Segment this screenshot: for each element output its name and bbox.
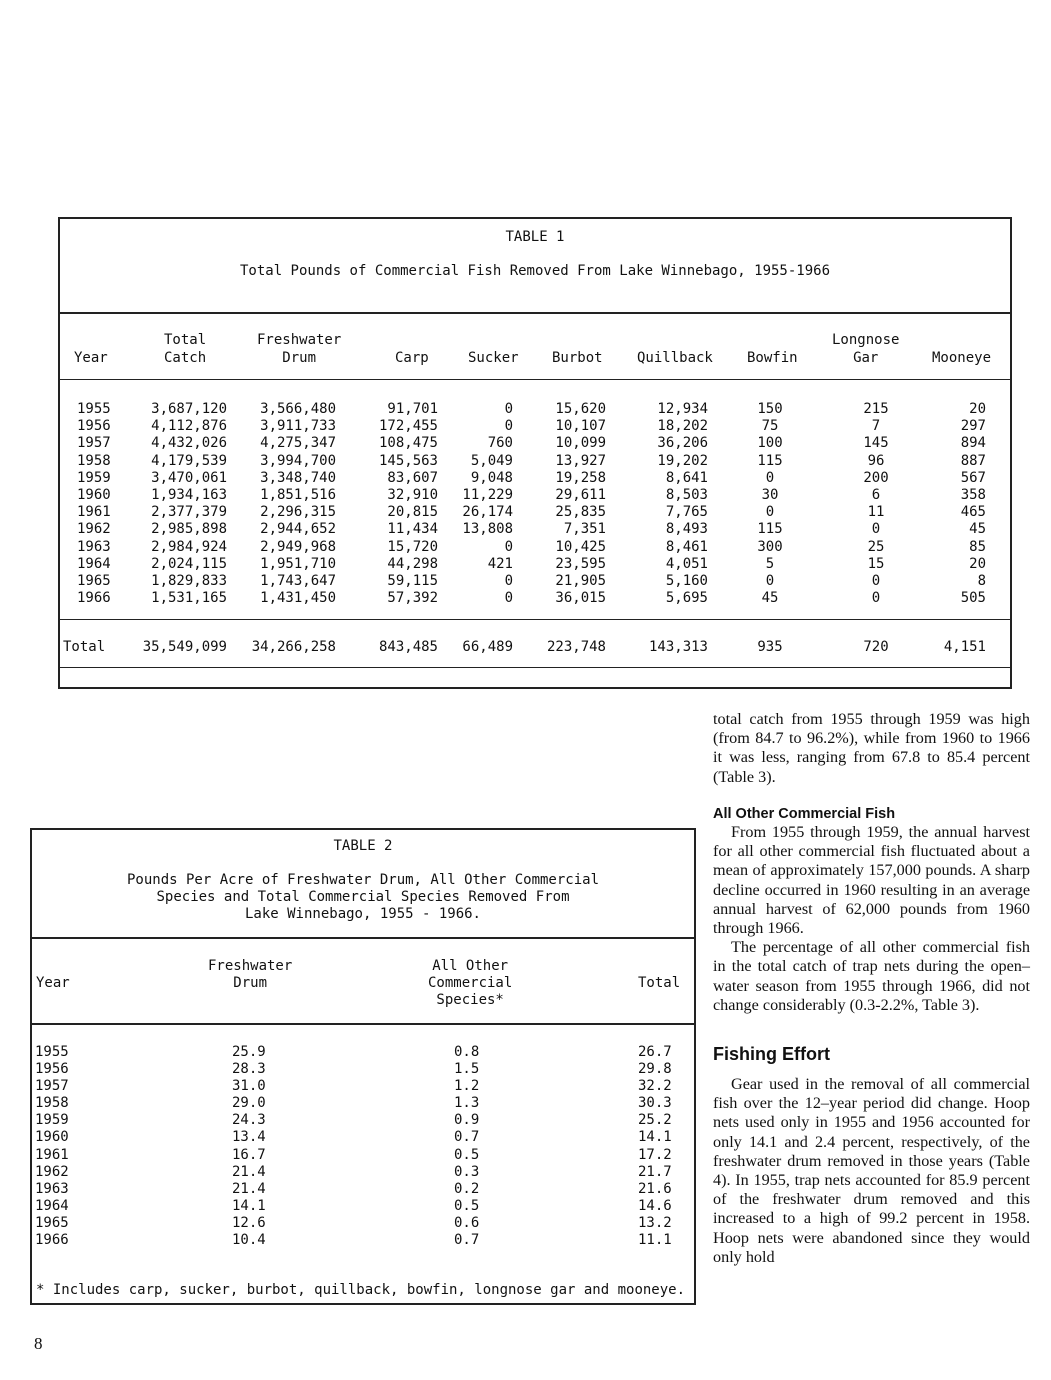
t1-total-quillback: 143,313	[648, 639, 708, 655]
t1-col-year: 1955 1956 1957 1958 1959 1960 1961 1962 1963 1964 1965 1966	[77, 401, 111, 607]
t2-col-total: 26.7 29.8 32.2 30.3 25.2 14.1 17.2 21.7 21.6 14.6 13.2 11.1	[638, 1044, 672, 1249]
t1-total-label: Total	[63, 639, 106, 655]
t1-header-total-catch: Total Catch	[164, 332, 207, 366]
t2-header-other: All Other Commercial Species*	[428, 958, 513, 1008]
table-2-rule-top	[32, 937, 694, 939]
table-1-title: Total Pounds of Commercial Fish Removed From Lake Winnebago, 1955-1966	[239, 263, 830, 279]
table-1-rule-bottom	[60, 667, 1010, 668]
table-1	[58, 217, 1012, 689]
t1-col-quillback: 12,934 18,202 36,206 19,202 8,641 8,503 7,765 8,493 8,461 4,051 5,160 5,695	[657, 401, 708, 607]
t1-total-sucker: 66,489	[462, 639, 513, 655]
t1-total-catch: 35,549,099	[142, 639, 227, 655]
t1-col-mooneye: 20 297 894 887 567 358 465 45 85 20 8 505	[960, 401, 986, 607]
t1-header-carp: Carp	[395, 350, 429, 366]
t1-header-sucker: Sucker	[468, 350, 519, 366]
t1-header-gar: Longnose Gar	[832, 332, 900, 366]
table-1-label: TABLE 1	[505, 229, 565, 245]
t2-header-drum: Freshwater Drum	[208, 958, 293, 991]
t1-col-total-catch: 3,687,120 4,112,876 4,432,026 4,179,539 3,470,061 1,934,163 2,377,379 2,985,898 2,984,924 2,024,115 1,829,833 1,531,165	[151, 401, 227, 607]
right-column	[713, 806, 1030, 1267]
t1-col-carp: 91,701 172,455 108,475 145,563 83,607 32,910 20,815 11,434 15,720 44,298 59,115 57,392	[378, 401, 438, 607]
t2-header-year: Year	[36, 975, 70, 991]
paragraph-catch-percent: total catch from 1955 through 1959 was high (from 84.7 to 96.2%), while from 1960 to 1966 it was less, ranging from 67.8 to 85.4 percent (Table 3).	[713, 710, 1030, 786]
t1-header-mooneye: Mooneye	[932, 350, 992, 366]
t1-header-year: Year	[74, 350, 108, 366]
t1-col-drum: 3,566,480 3,911,733 4,275,347 3,994,700 3,348,740 1,851,516 2,296,315 2,944,652 2,949,968 1,951,710 1,743,647 1,431,450	[260, 401, 336, 607]
t1-total-mooneye: 4,151	[943, 639, 986, 655]
t2-header-total: Total	[638, 975, 681, 991]
table-2	[30, 828, 696, 1305]
table-1-rule-top	[60, 312, 1010, 314]
t1-header-drum: Freshwater Drum	[257, 332, 342, 366]
t1-total-burbot: 223,748	[546, 639, 606, 655]
t1-total-carp: 843,485	[378, 639, 438, 655]
t1-total-bowfin: 935	[757, 639, 783, 655]
heading-all-other-fish: All Other Commercial Fish	[713, 806, 896, 822]
table-2-footnote: * Includes carp, sucker, burbot, quillback, bowfin, longnose gar and mooneye.	[36, 1282, 686, 1298]
t2-col-year: 1955 1956 1957 1958 1959 1960 1961 1962 1963 1964 1965 1966	[35, 1044, 69, 1249]
t1-col-bowfin: 150 75 100 115 0 30 0 115 300 5 0 45	[757, 401, 783, 607]
t1-total-drum: 34,266,258	[251, 639, 336, 655]
table-2-label: TABLE 2	[333, 838, 393, 854]
paragraph-fishing-effort: Gear used in the removal of all commercial fish over the 12–year period did change. Hoop nets used only in 1955 and 1956 accounted for only 14.1 and 2.4 percent, respectively, of the freshwater drum removed in those years (Table 4). In 1955, trap nets accounted for 85.9 percent of the freshwater drum removed and this increased to a high of 99.2 percent in 1958. Hoop nets were abandoned since they would only hold	[713, 1075, 1030, 1266]
paragraph-all-other-percentage: The percentage of all other commercial fish in the total catch of trap nets during the open–water season from 1955 through 1966, did not change considerably (0.3-2.2%, Table 3).	[713, 938, 1030, 1014]
t1-col-burbot: 15,620 10,107 10,099 13,927 19,258 29,611 25,835 7,351 10,425 23,595 21,905 36,015	[555, 401, 606, 607]
page-number: 8	[34, 1334, 43, 1353]
t1-header-quillback: Quillback	[637, 350, 713, 366]
heading-fishing-effort: Fishing Effort	[713, 1044, 830, 1065]
table-1-rule-total	[60, 619, 1010, 620]
t1-col-sucker: 0 0 760 5,049 9,048 11,229 26,174 13,808 0 421 0 0	[462, 401, 513, 607]
t1-total-gar: 720	[863, 639, 889, 655]
table-2-rule-header	[32, 1023, 694, 1025]
t1-header-bowfin: Bowfin	[747, 350, 798, 366]
t2-col-drum: 25.9 28.3 31.0 29.0 24.3 13.4 16.7 21.4 21.4 14.1 12.6 10.4	[232, 1044, 266, 1249]
t1-header-burbot: Burbot	[552, 350, 603, 366]
paragraph-all-other-harvest: From 1955 through 1959, the annual harvest for all other commercial fish fluctuated about a mean of approximately 157,000 pounds. A sharp decline occurred in 1960 resulting in an average annual harvest of 62,000 pounds from 1960 through 1966.	[713, 823, 1030, 938]
table-2-title: Pounds Per Acre of Freshwater Drum, All Other Commercial Species and Total Commercial Species Removed From Lake Winnebago, 1955 - 1966.	[126, 872, 599, 922]
t1-col-gar: 215 7 145 96 200 6 11 0 25 15 0 0	[863, 401, 889, 607]
t2-col-other: 0.8 1.5 1.2 1.3 0.9 0.7 0.5 0.3 0.2 0.5 0.6 0.7	[454, 1044, 480, 1249]
table-1-rule-header	[60, 379, 1010, 380]
